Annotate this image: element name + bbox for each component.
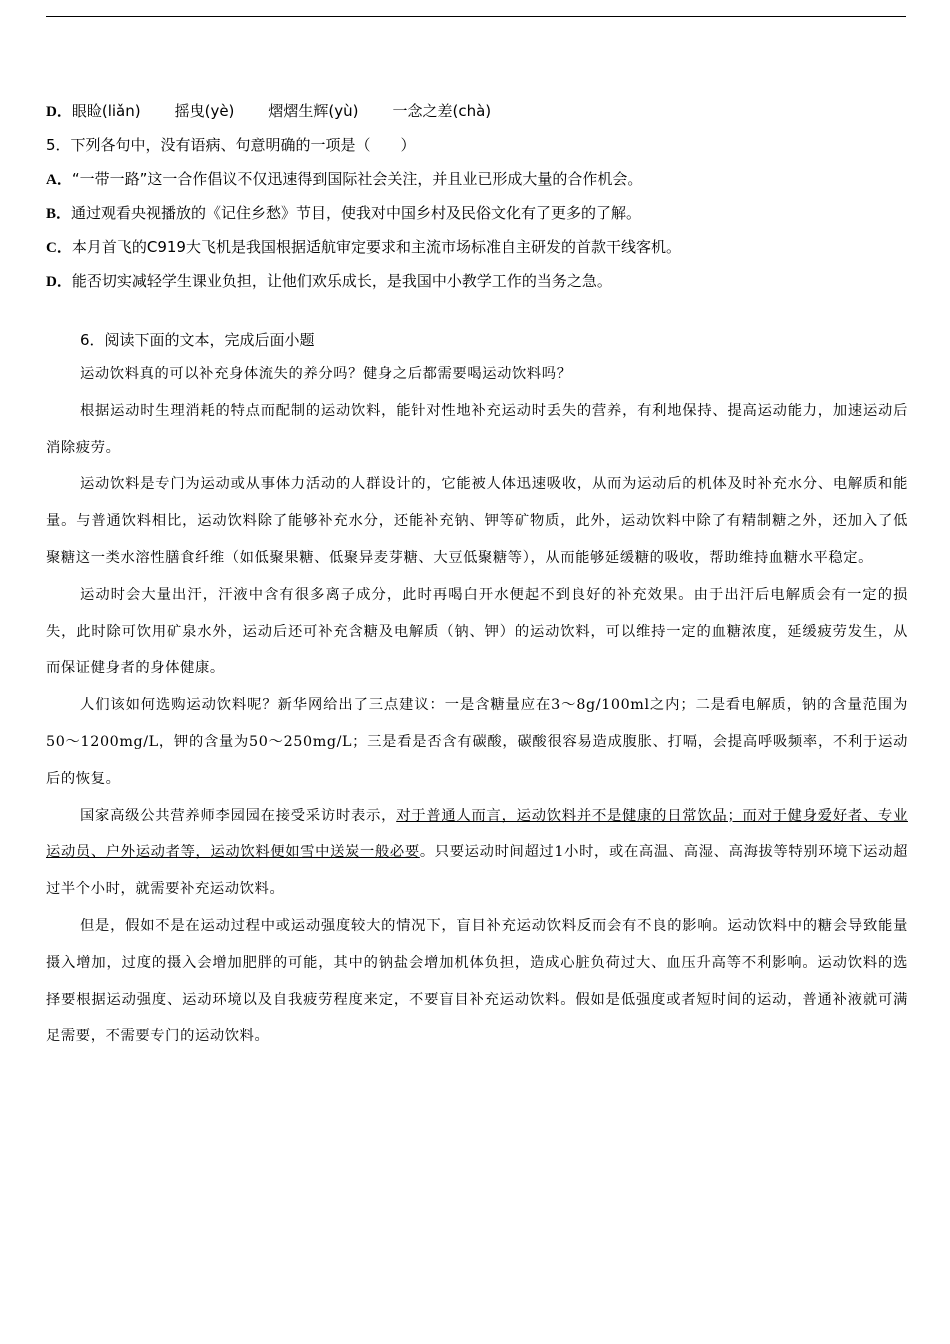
header-rule [46,16,906,17]
option-text: “一带一路”这一合作倡议不仅迅速得到国际社会关注，并且业已形成大量的合作机会。 [71,170,643,188]
question-6-heading: 6．阅读下面的文本，完成后面小题 [80,331,315,349]
word-3: 熠熠生辉(yù) [268,102,359,120]
option-d-previous [46,101,491,122]
passage-paragraph-6: 但是，假如不是在运动过程中或运动强度较大的情况下，盲目补充运动饮料反而会有不良的影响。运动饮料中的糖会导致能量摄入增加，过度的摄入会增加肥胖的可能，其中的钠盐会增加机体负担，造成心脏负荷过大、血压升高等不利影响。运动饮料的选择要根据运动强度、运动环境以及自我疲劳程度来定，不要盲目补充运动饮料。假如是低强度或者短时间的运动，普通补液就可满足需要，不需要专门的运动饮料。 [46,917,908,1045]
option-text: 能否切实减轻学生课业负担，让他们欢乐成长，是我国中小教学工作的当务之急。 [71,272,612,290]
word-2: 摇曳(yè) [174,102,235,120]
question-5-option-a [46,169,642,190]
passage-paragraph-4: 人们该如何选购运动饮料呢？新华网给出了三点建议：一是含糖量应在3～8g/100ml之内；二是看电解质，钠的含量范围为50～1200mg/L，钾的含量为50～250mg/L；三是看是否含有碳酸，碳酸很容易造成腹胀、打嗝，会提高呼吸频率，不利于运动后的恢复。 [46,697,908,787]
option-text: 通过观看央视播放的《记住乡愁》节目，使我对中国乡村及民俗文化有了更多的了解。 [71,204,642,222]
question-5-option-c [46,237,681,258]
passage-paragraph-1: 根据运动时生理消耗的特点而配制的运动饮料，能针对性地补充运动时丢失的营养，有利地保持、提高运动能力，加速运动后消除疲劳。 [46,402,908,456]
reading-passage [46,356,908,1055]
option-letter: B． [46,206,72,222]
paragraph-5-rest: 。只要运动时间超过1小时，或在高温、高湿、高海拔等特别环境下运动超过半个小时，就需要补充运动饮料。 [46,844,908,898]
underlined-sentence: 对于普通人而言，运动饮料并不是健康的日常饮品；而对于健身爱好者、专业运动员、户外运动者等，运动饮料便如雪中送炭一般必要 [46,807,908,861]
option-letter: D． [46,274,72,290]
question-5-option-d [46,271,612,292]
option-letter: C． [46,240,72,256]
word-4: 一念之差(chà) [392,102,492,120]
option-text: 本月首飞的C919大飞机是我国根据适航审定要求和主流市场标准自主研发的首款干线客机。 [71,238,681,256]
option-letter: D． [46,104,72,120]
passage-title: 运动饮料真的可以补充身体流失的养分吗？健身之后都需要喝运动饮料吗？ [80,366,572,382]
passage-paragraph-5 [46,798,908,908]
passage-paragraph-3: 运动时会大量出汗，汗液中含有很多离子成分，此时再喝白开水便起不到良好的补充效果。由于出汗后电解质会有一定的损失，此时除可饮用矿泉水外，运动后还可补充含糖及电解质（钠、钾）的运动饮料，可以维持一定的血糖浓度，延缓疲劳发生，从而保证健身者的身体健康。 [46,586,908,677]
question-5-option-b [46,203,641,224]
option-letter: A． [46,172,72,188]
word-1: 眼睑(liǎn) [71,102,141,120]
passage-paragraph-2: 运动饮料是专门为运动或从事体力活动的人群设计的，它能被人体迅速吸收，从而为运动后的机体及时补充水分、电解质和能量。与普通饮料相比，运动饮料除了能够补充水分，还能补充钠、钾等矿物质，此外，运动饮料中除了有精制糖之外，还加入了低聚糖这一类水溶性膳食纤维（如低聚果糖、低聚异麦芽糖、大豆低聚糖等），从而能够延缓糖的吸收，帮助维持血糖水平稳定。 [46,476,908,566]
question-5-stem: 5．下列各句中，没有语病、句意明确的一项是（ ） [46,136,416,154]
paragraph-5-intro: 国家高级公共营养师李园园在接受采访时表示， [80,807,397,824]
